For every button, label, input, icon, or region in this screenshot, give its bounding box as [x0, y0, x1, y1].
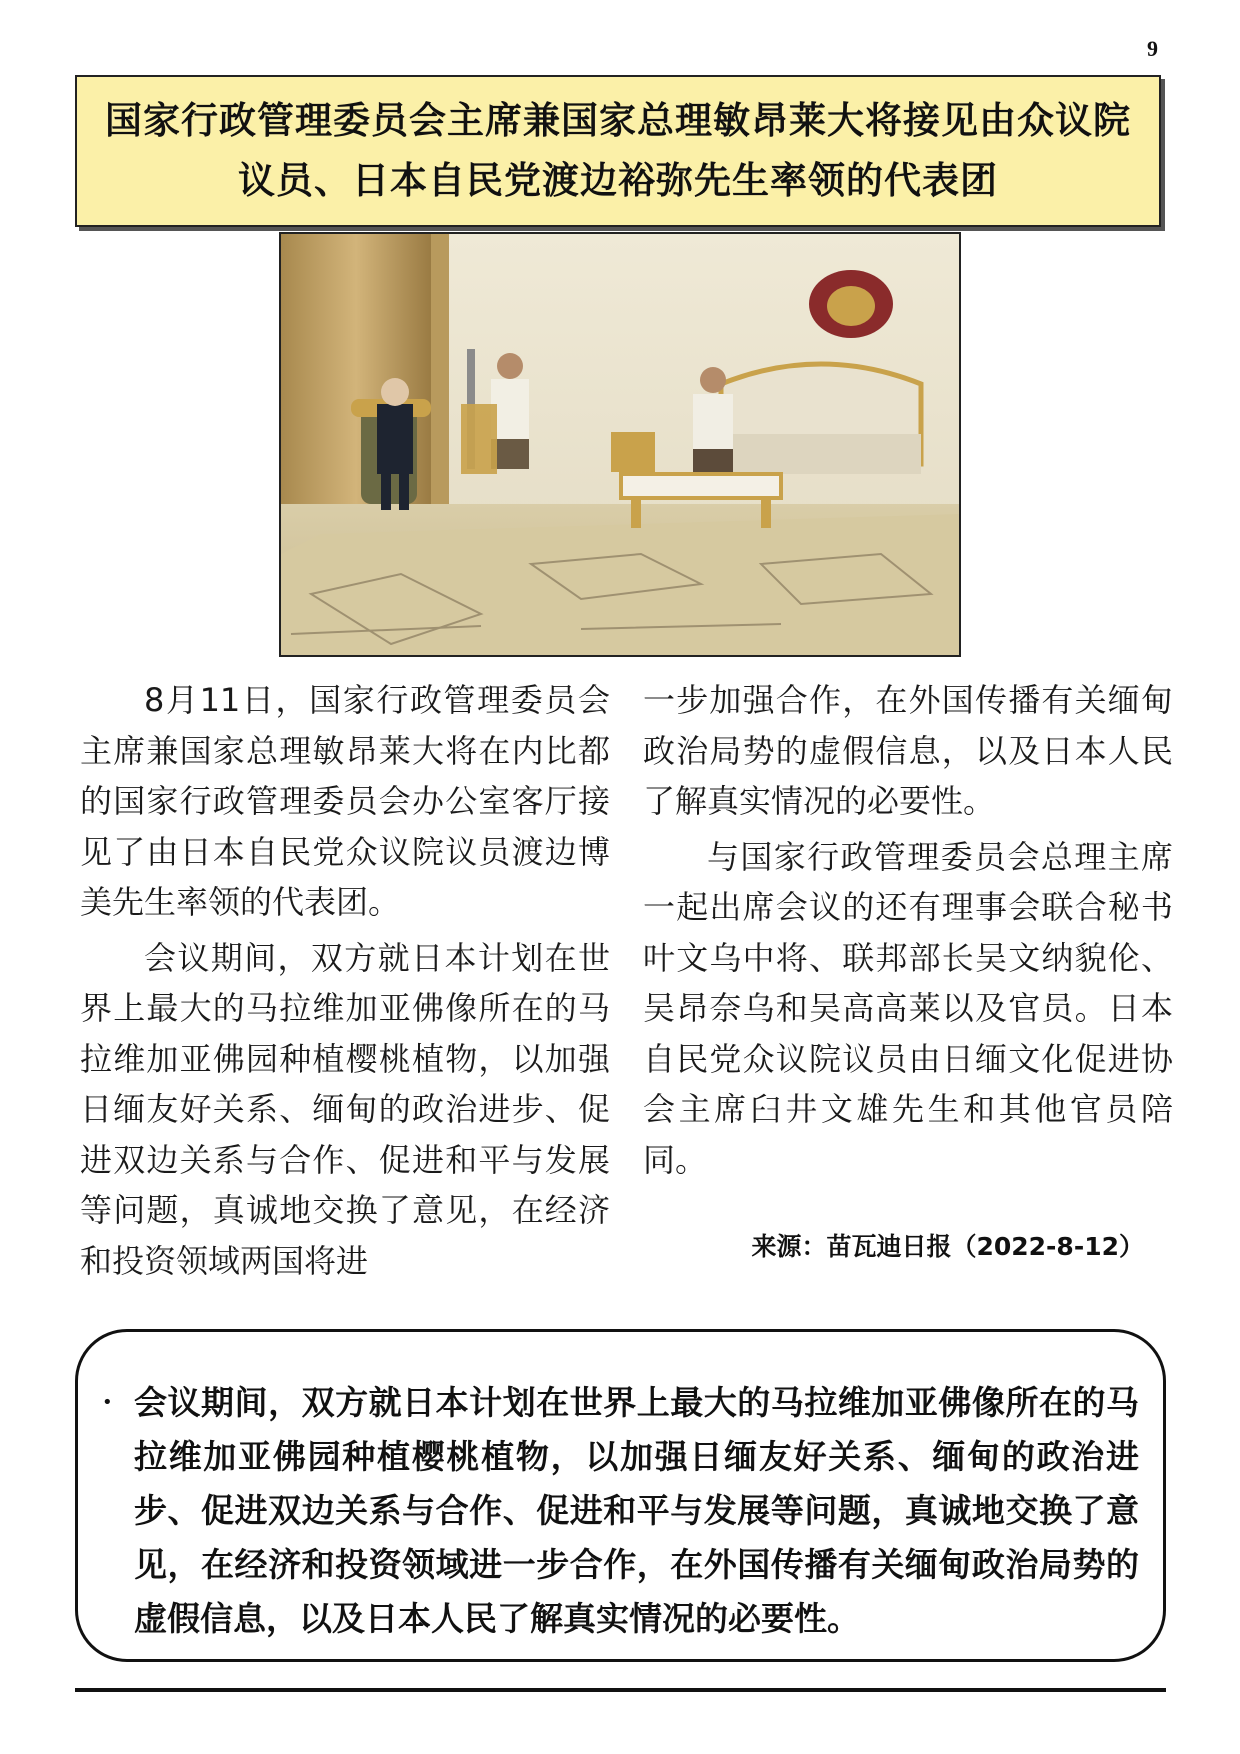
article-paragraph: 8月11日，国家行政管理委员会主席兼国家总理敏昂莱大将在内比都的国家行政管理委员会办公室客厅接见了由日本自民党众议院议员渡边博美先生率领的代表团。 — [80, 681, 610, 921]
page-number: 9 — [1147, 36, 1158, 61]
summary-text: 会议期间，双方就日本计划在世界上最大的马拉维加亚佛像所在的马拉维加亚佛园种植樱桃植物，以加强日缅友好关系、缅甸的政治进步、促进双边关系与合作、促进和平与发展等问题，真诚地交换了意见，在经济和投资领域进一步合作，在外国传播有关缅甸政治局势的虚假信息，以及日本人民了解真实情况的必要性。 — [134, 1383, 1139, 1638]
article-paragraph: 与国家行政管理委员会总理主席一起出席会议的还有理事会联合秘书叶文乌中将、联邦部长吴文纳貌伦、吴昂奈乌和吴高高莱以及官员。日本自民党众议院议员由日缅文化促进协会主席臼井文雄先生和其他官员陪同。 — [643, 837, 1173, 1179]
bullet-icon: • — [102, 1392, 113, 1413]
meeting-photo — [279, 232, 961, 657]
footer-divider — [75, 1688, 1166, 1692]
article-left-column — [80, 675, 610, 1291]
article-source: 来源：苗瓦迪日报（2022-8-12） — [751, 1232, 1144, 1261]
meeting-photo-illustration — [281, 234, 959, 655]
article-right-column — [643, 675, 1173, 1190]
article-paragraph: 会议期间，双方就日本计划在世界上最大的马拉维加亚佛像所在的马拉维加亚佛园种植樱桃植物，以加强日缅友好关系、缅甸的政治进步、促进双边关系与合作、促进和平与发展等问题，真诚地交换了意见，在经济和投资领域两国将进 — [80, 938, 610, 1280]
headline: 国家行政管理委员会主席兼国家总理敏昂莱大将接见由众议院议员、日本自民党渡边裕弥先生率领的代表团 — [105, 99, 1131, 202]
headline-box — [75, 75, 1161, 227]
article-paragraph-continuation: 一步加强合作，在外国传播有关缅甸政治局势的虚假信息，以及日本人民了解真实情况的必要性。 — [643, 681, 1173, 820]
coat-of-arms-icon — [809, 270, 893, 338]
summary-box — [75, 1329, 1166, 1662]
